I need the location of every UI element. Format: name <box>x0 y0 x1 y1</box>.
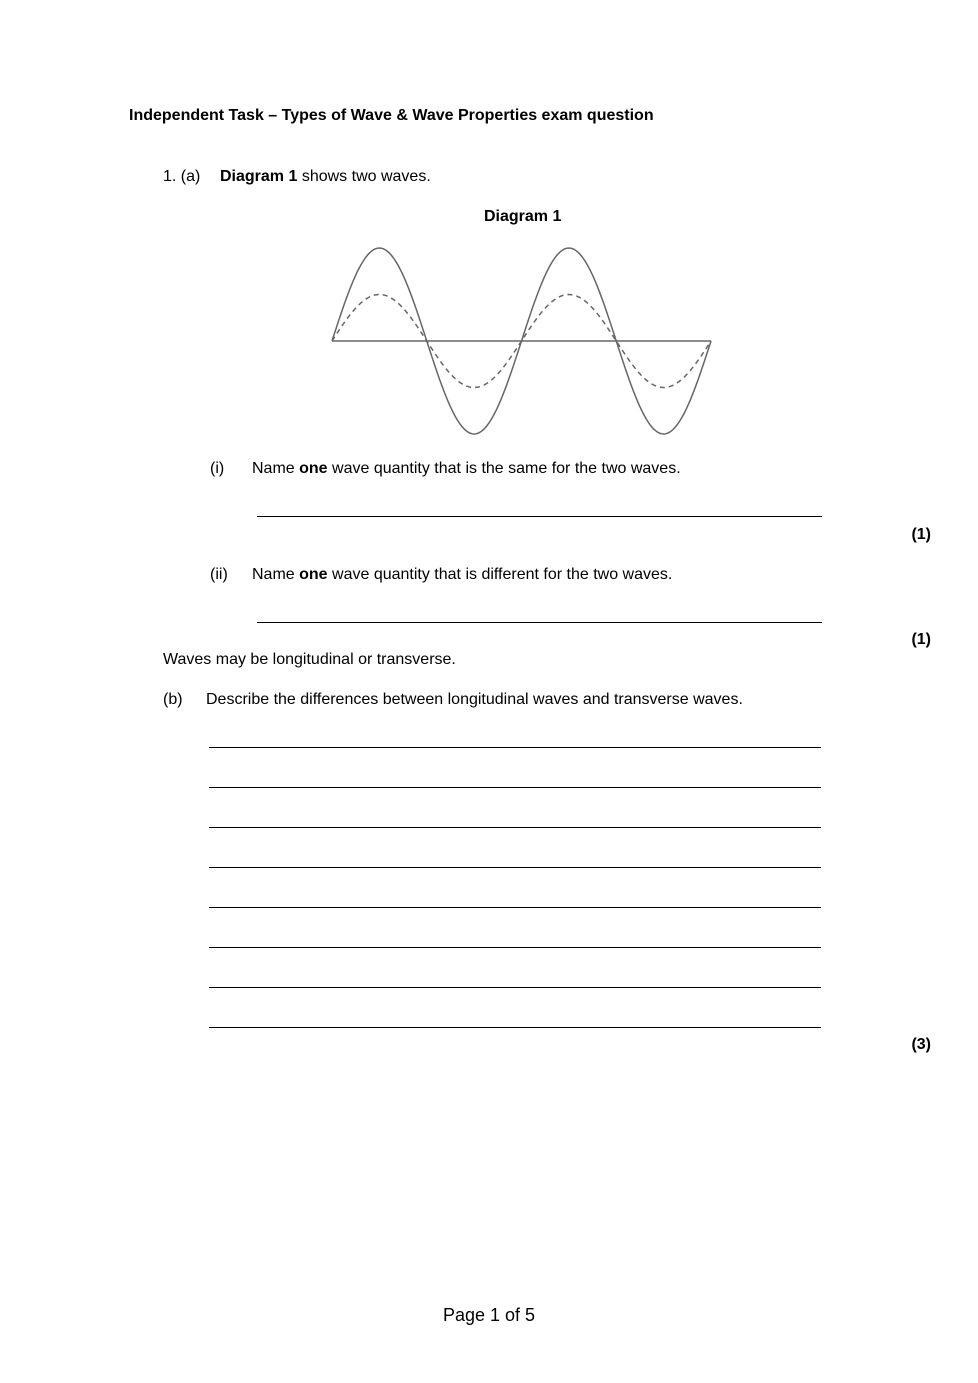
answer-line-b[interactable] <box>209 1027 821 1028</box>
marks-part-i: (1) <box>911 526 931 543</box>
wave-types-statement: Waves may be longitudinal or transverse. <box>163 651 456 668</box>
part-b-text: Describe the differences between longitudinal waves and transverse waves. <box>206 691 743 708</box>
page-footer: Page 1 of 5 <box>442 1305 536 1325</box>
part-i-text-pre: Name <box>252 460 300 477</box>
answer-line-b[interactable] <box>209 947 821 948</box>
answer-line-b[interactable] <box>209 747 821 748</box>
question-number: 1. (a) <box>163 168 201 185</box>
part-ii-text-pre: Name <box>252 566 300 583</box>
part-ii-text-post: wave quantity that is different for the two waves. <box>327 566 673 583</box>
answer-line-b[interactable] <box>209 827 821 828</box>
part-i-text-bold: one <box>299 460 328 477</box>
answer-line-b[interactable] <box>209 867 821 868</box>
part-ii-label: (ii) <box>210 566 228 583</box>
question-part-i <box>210 460 681 478</box>
answer-line-b[interactable] <box>209 987 821 988</box>
question-part-b <box>163 691 743 709</box>
question-1a-intro <box>163 168 431 186</box>
part-i-text-post: wave quantity that is the same for the two waves. <box>327 460 681 477</box>
marks-part-b: (3) <box>911 1036 931 1053</box>
part-ii-text-bold: one <box>299 566 328 583</box>
diagram-title: Diagram 1 <box>484 208 562 225</box>
part-b-label: (b) <box>163 691 183 708</box>
answer-line-b[interactable] <box>209 907 821 908</box>
part-i-label: (i) <box>210 460 225 477</box>
question-part-ii <box>210 566 672 584</box>
diagram-reference: Diagram 1 <box>220 168 298 185</box>
answer-line-i[interactable] <box>257 516 822 517</box>
wave-diagram <box>325 240 720 440</box>
question-1a-text: shows two waves. <box>297 168 431 185</box>
answer-line-ii[interactable] <box>257 622 822 623</box>
marks-part-ii: (1) <box>911 631 931 648</box>
answer-line-b[interactable] <box>209 787 821 788</box>
page-title: Independent Task – Types of Wave & Wave Properties exam question <box>129 107 654 124</box>
